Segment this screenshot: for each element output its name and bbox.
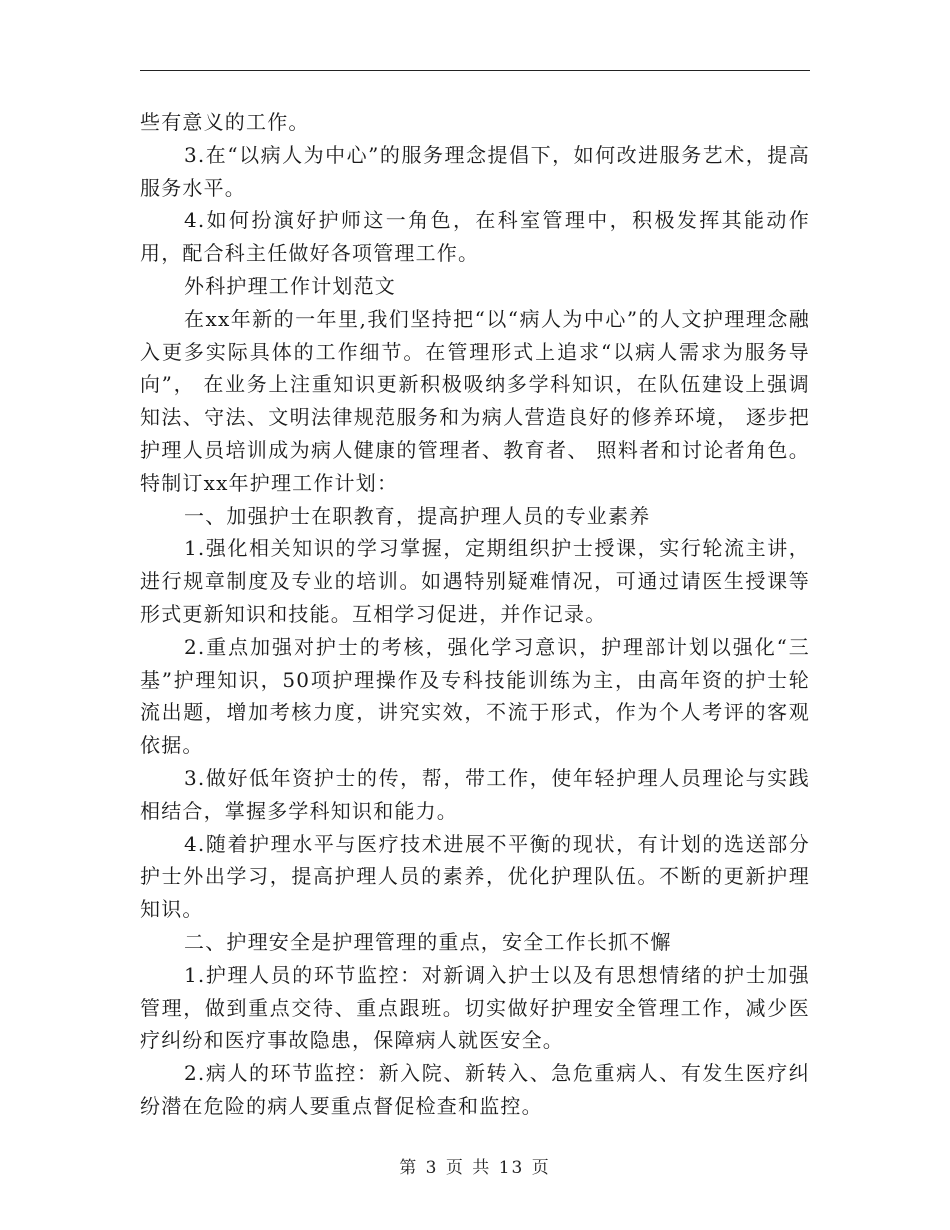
- paragraph-part1-item-3: 3.做好低年资护士的传，帮，带工作，使年轻护理人员理论与实践相结合，掌握多学科知识和能力。: [140, 765, 810, 823]
- heading-part-2: 二、护理安全是护理管理的重点，安全工作长抓不懈: [184, 929, 672, 954]
- paragraph-part1-item-1: 1.强化相关知识的学习掌握，定期组织护士授课，实行轮流主讲，进行规章制度及专业的培训。如遇特别疑难情况，可通过请医生授课等形式更新知识和技能。互相学习促进，并作记录。: [140, 536, 810, 626]
- paragraph-part1-item-4: 4.随着护理水平与医疗技术进展不平衡的现状，有计划的选送部分护士外出学习，提高护理人员的素养，优化护理队伍。不断的更新护理知识。: [140, 831, 810, 922]
- paragraph-part1-item-2: 2.重点加强对护士的考核，强化学习意识，护理部计划以强化“三基”护理知识，50项护理操作及专科技能训练为主，由高年资的护士轮流出题，增加考核力度，讲究实效，不流于形式，作为个人考评的客观依据。: [140, 634, 810, 758]
- paragraph-continuation: 些有意义的工作。: [140, 110, 310, 134]
- paragraph-item-3: 3.在“以病人为中心”的服务理念提倡下，如何改进服务艺术，提高服务水平。: [140, 142, 810, 200]
- header-rule: [140, 70, 810, 71]
- document-body: [140, 106, 810, 1123]
- paragraph-item-4: 4.如何扮演好护师这一角色，在科室管理中，积极发挥其能动作用，配合科主任做好各项管理工作。: [140, 208, 810, 266]
- heading-part-1: 一、加强护士在职教育，提高护理人员的专业素养: [184, 503, 651, 528]
- paragraph-part2-item-1: 1.护理人员的环节监控：对新调入护士以及有思想情绪的护士加强管理，做到重点交待、重点跟班。切实做好护理安全管理工作，减少医疗纠纷和医疗事故隐患，保障病人就医安全。: [140, 962, 810, 1053]
- page-number-footer: 第 3 页 共 13 页: [399, 1158, 551, 1178]
- paragraph-part2-item-2: 2.病人的环节监控：新入院、新转入、急危重病人、有发生医疗纠纷潜在危险的病人要重点督促检查和监控。: [140, 1061, 810, 1118]
- section-title: 外科护理工作计划范文: [184, 273, 396, 298]
- paragraph-intro: 在xx年新的一年里,我们坚持把“以“病人为中心”的人文护理理念融入更多实际具体的工作细节。在管理形式上追求“以病人需求为服务导向”， 在业务上注重知识更新积极吸纳多学科知识，在队伍建设上强调知法、守法、文明法律规范服务和为病人营造良好的修养环境， 逐步把护理人员培训成为病人健康的管理者、教育者、 照料者和讨论者角色。特制订xx年护理工作计划：: [140, 306, 810, 495]
